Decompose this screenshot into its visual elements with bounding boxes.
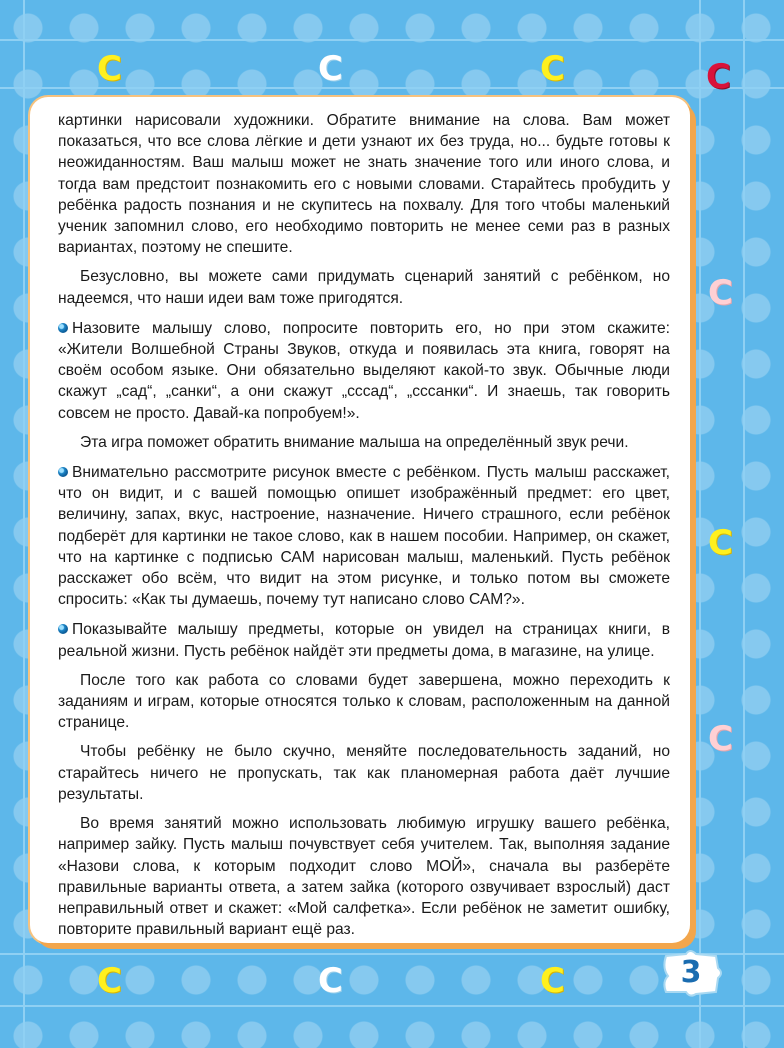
frame-letter: С — [540, 961, 565, 1001]
frame-letter: С — [318, 961, 343, 1001]
bullet-paragraph — [58, 619, 670, 661]
bullet-icon — [58, 323, 68, 333]
frame-letter: С — [318, 49, 343, 89]
bullet-icon — [58, 467, 68, 477]
paragraph: Эта игра поможет обратить внимание малыша на определённый звук речи. — [80, 433, 629, 451]
frame-letter: С — [708, 273, 733, 313]
frame-letter: С — [97, 961, 122, 1001]
bullet-icon — [58, 624, 68, 634]
frame-letter: С — [708, 523, 733, 563]
frame-letter: С — [708, 719, 733, 759]
paragraph-text: Показывайте малышу предметы, которые он увидел на страницах книги, в реальной жизни. Пусть ребёнок найдёт эти предметы дома, в магазине, на улице. — [58, 621, 670, 660]
paragraph: картинки нарисовали художники. Обратите внимание на слова. Вам может показаться, что все слова лёгкие и дети узнают их без труда, но... будьте готовы к неожиданностям. Ваш малыш может не знать значение того или иного слова, и тогда вам предстоит познакомить его с новыми словами. Старайтесь пробудить у ребёнка радость познания и не скупитесь на похвалу. Для того чтобы маленький ученик запомнил слово, его необходимо повторить не менее семи раз в разных вариантах, поэтому не спешите. — [58, 112, 670, 257]
page-number: 3 — [680, 955, 702, 990]
frame-letter: С — [540, 49, 565, 89]
paragraph: Во время занятий можно использовать любимую игрушку вашего ребёнка, например зайку. Пусть малыш почувствует себя учителем. Так, выполняя задание «Назови слова, к которым подходит слово МОЙ», сначала вы разберёте правильные варианты ответа, а затем зайка (которого озвучивает взрослый) даст неправильный ответ и скажет: «Мой салфетка». Если ребёнок не заметит ошибку, повторите правильный вариант ещё раз. — [58, 815, 670, 939]
paragraph-text: Назовите малышу слово, попросите повторить его, но при этом скажите: «Жители Волшебной Страны Звуков, откуда и появилась эта книга, говорят на своём особом языке. Они обязательно выделяют какой-то звук. Обычные люди скажут „сад“, „санки“, а они скажут „сссад“, „сссанки“. И знаешь, так говорить совсем не просто. Давай-ка попробуем!». — [58, 319, 670, 422]
frame-letter: С — [706, 57, 731, 97]
paragraph: Безусловно, вы можете сами придумать сценарий занятий с ребёнком, но надеемся, что наши идеи вам тоже пригодятся. — [58, 268, 670, 307]
paragraph-text: Внимательно рассмотрите рисунок вместе с ребёнком. Пусть малыш расскажет, что он видит, и с вашей помощью опишет изображённый предмет: его цвет, величину, запах, вкус, настроение, назначение. Ничего страшного, если ребёнок подберёт для картинки не такое слово, как в нашем пособии. Например, он скажет, что на картинке с подписью САМ нарисован малыш, маленький. Пусть ребёнок расскажет обо всём, что видит на этом рисунке, и только потом вы сможете спросить: «Как ты думаешь, почему тут написано слово САМ?». — [58, 464, 670, 609]
bullet-paragraph — [58, 318, 670, 424]
page-text — [58, 110, 670, 940]
paragraph: Чтобы ребёнку не было скучно, меняйте последовательность заданий, но старайтесь ничего не пропускать, так как планомерная работа даёт лучшие результаты. — [58, 743, 670, 803]
frame-letter: С — [97, 49, 122, 89]
bullet-paragraph — [58, 462, 670, 610]
paragraph: После того как работа со словами будет завершена, можно переходить к заданиям и играм, которые относятся только к словам, расположенным на данной странице. — [58, 671, 670, 732]
